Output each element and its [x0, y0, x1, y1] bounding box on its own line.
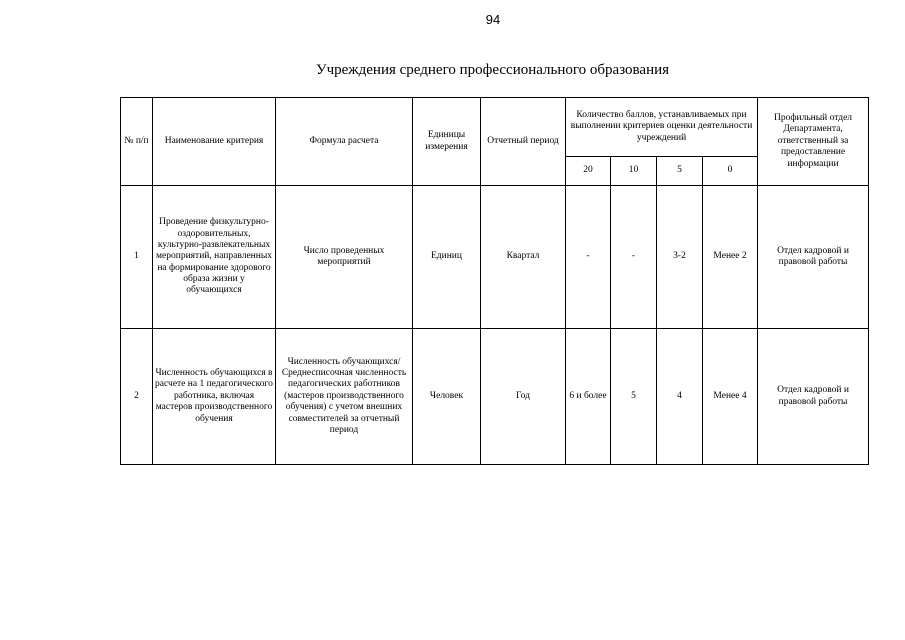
row-department: Отдел кадровой и правовой работы	[758, 329, 869, 465]
header-points-10: 10	[611, 157, 657, 186]
header-department: Профильный отдел Департамента, ответственный за предоставление информации	[758, 98, 869, 186]
row-points-0: Менее 4	[703, 329, 758, 465]
header-points-0: 0	[703, 157, 758, 186]
table-row	[121, 329, 869, 465]
row-points-0: Менее 2	[703, 186, 758, 329]
row-period: Квартал	[481, 186, 566, 329]
row-criterion-name: Численность обучающихся в расчете на 1 педагогического работника, включая мастеров производственного обучения	[153, 329, 276, 465]
header-name: Наименование критерия	[153, 98, 276, 186]
row-criterion-name: Проведение физкультурно-оздоровительных, культурно-развлекательных мероприятий, направленных на формирование здорового образа жизни у обучающихся	[153, 186, 276, 329]
header-row	[121, 98, 869, 157]
row-points-5: 3-2	[657, 186, 703, 329]
header-points-20: 20	[566, 157, 611, 186]
header-points-5: 5	[657, 157, 703, 186]
header-units: Единицы измерения	[413, 98, 481, 186]
criteria-table	[120, 97, 869, 465]
row-points-10: -	[611, 186, 657, 329]
header-points-group: Количество баллов, устанавливаемых при выполнении критериев оценки деятельности учреждений	[566, 98, 758, 157]
row-num: 2	[121, 329, 153, 465]
row-num: 1	[121, 186, 153, 329]
row-points-5: 4	[657, 329, 703, 465]
row-units: Человек	[413, 329, 481, 465]
row-units: Единиц	[413, 186, 481, 329]
table-row	[121, 186, 869, 329]
row-points-20: -	[566, 186, 611, 329]
row-points-10: 5	[611, 329, 657, 465]
header-period: Отчетный период	[481, 98, 566, 186]
header-formula: Формула расчета	[276, 98, 413, 186]
document-title: Учреждения среднего профессионального образования	[315, 62, 670, 78]
row-formula: Число проведенных мероприятий	[276, 186, 413, 329]
header-num: № п/п	[121, 98, 153, 186]
row-formula: Численность обучающихся/ Среднесписочная численность педагогических работников (мастеров производственного обучения) с учетом внешних совместителей за отчетный период	[276, 329, 413, 465]
row-department: Отдел кадровой и правовой работы	[758, 186, 869, 329]
row-points-20: 6 и более	[566, 329, 611, 465]
page-number: 94	[485, 12, 501, 27]
row-period: Год	[481, 329, 566, 465]
